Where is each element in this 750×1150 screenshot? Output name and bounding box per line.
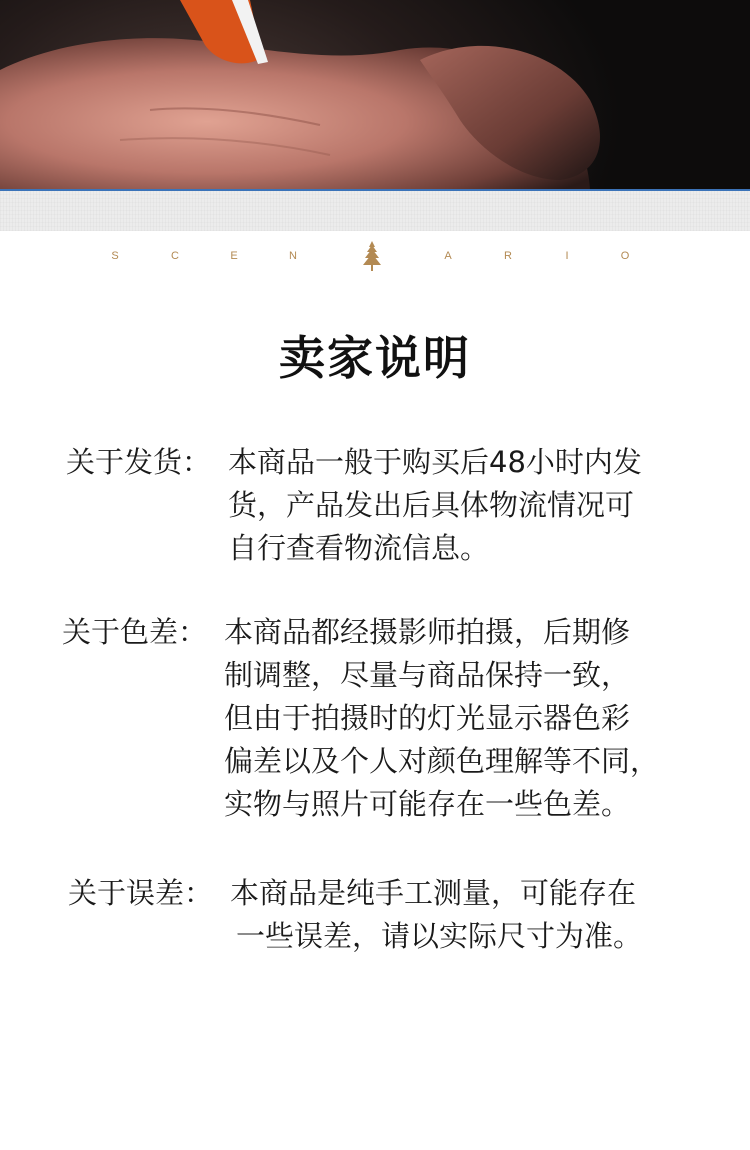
section-line: 本商品一般于购买后48小时内发 <box>228 445 642 479</box>
section-body <box>228 441 642 570</box>
section-body <box>230 872 642 958</box>
section-line: 本商品是纯手工测量，可能存在 <box>230 876 637 910</box>
hand-holding-pen-image <box>0 0 750 190</box>
scenario-letter: I <box>565 250 569 262</box>
section-line: 自行查看物流信息。 <box>228 531 490 565</box>
section-label: 关于色差： <box>62 615 208 649</box>
section-label: 关于误差： <box>68 876 214 910</box>
section-label: 关于发货： <box>66 445 212 479</box>
section-line: 制调整，尽量与商品保持一致， <box>224 658 631 692</box>
scenario-letter: A <box>444 250 452 262</box>
scenario-letter: R <box>504 250 512 262</box>
section-line: 一些误差，请以实际尺寸为准。 <box>236 919 643 953</box>
scenario-letter: O <box>620 250 630 262</box>
section-line: 实物与照片可能存在一些色差。 <box>224 787 631 821</box>
section-line: 货，产品发出后具体物流情况可 <box>228 488 635 522</box>
section-line: 偏差以及个人对颜色理解等不同， <box>224 744 660 778</box>
scenario-letter: C <box>171 250 179 262</box>
color-difference-section <box>62 611 712 831</box>
scenario-letter: S <box>111 250 119 262</box>
scenario-letter: N <box>289 250 297 262</box>
product-photo <box>0 0 750 190</box>
page-title: 卖家说明 <box>279 331 471 385</box>
scenario-letter: E <box>230 250 238 262</box>
section-body <box>224 611 659 826</box>
measurement-error-section <box>68 872 708 962</box>
texture-band <box>0 191 750 231</box>
scenario-divider <box>0 240 750 274</box>
pine-tree-icon <box>360 240 384 272</box>
shipping-section <box>66 441 706 571</box>
section-line: 但由于拍摄时的灯光显示器色彩 <box>224 701 631 735</box>
section-line: 本商品都经摄影师拍摄，后期修 <box>224 615 631 649</box>
